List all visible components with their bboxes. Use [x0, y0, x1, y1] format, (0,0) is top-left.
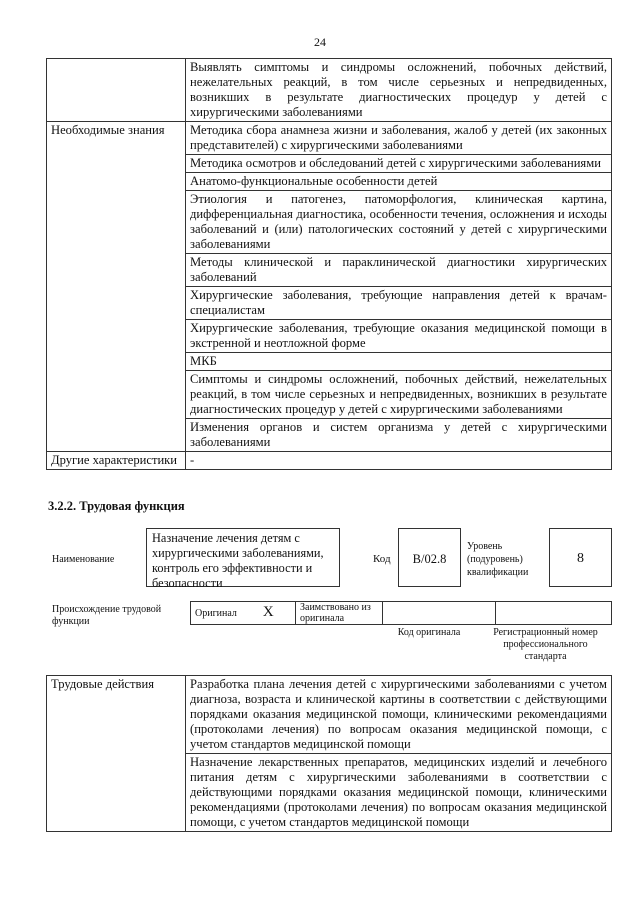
table-cell: Этиология и патогенез, патоморфология, клиническая картина, дифференциальная диагностика, особенности течения, осложнения и исходы заболеваний и (или) патологических состояний у детей с хирургическими заболеваниями — [186, 191, 612, 254]
table-row — [47, 452, 612, 470]
row-label-necessary-knowledge: Необходимые знания — [47, 122, 186, 452]
row-label-other-characteristics: Другие характеристики — [47, 452, 186, 470]
level-box: 8 — [549, 528, 612, 587]
table-cell: Методы клинической и параклинической диагностики хирургических заболеваний — [186, 254, 612, 287]
function-name-box: Назначение лечения детям с хирургическими заболеваниями, контроль его эффективности и безопасности — [146, 528, 340, 587]
section-heading: 3.2.2. Трудовая функция — [48, 499, 185, 513]
origin-table — [190, 601, 612, 625]
page-number: 24 — [314, 35, 326, 49]
origin-label: Происхождение трудовой функции — [52, 604, 162, 627]
labor-actions-label: Трудовые действия — [47, 676, 186, 832]
requirements-table — [46, 58, 612, 470]
table-cell: Методика сбора анамнеза жизни и заболевания, жалоб у детей (их законных представителей) с хирургическими заболеваниями — [186, 122, 612, 155]
table-cell: МКБ — [186, 353, 612, 371]
table-cell: Методика осмотров и обследований детей с хирургическими заболеваниями — [186, 155, 612, 173]
table-cell: Выявлять симптомы и синдромы осложнений, побочных действий, нежелательных реакций, в том числе серьезных и непредвиденных, возникших в результате диагностических процедур у детей с хирургическими заболеваниями — [186, 59, 612, 122]
table-row — [191, 602, 612, 625]
original-label: Оригинал — [195, 608, 237, 619]
code-label: Код — [373, 553, 391, 565]
code-original-cell — [383, 602, 496, 625]
table-row — [47, 122, 612, 155]
table-cell: Назначение лекарственных препаратов, медицинских изделий и лечебного питания детям с хирургическими заболеваниями в соответствии с действующими порядками оказания медицинской помощи, клиническими рекомендациями (протоколами лечения) по вопросам оказания медицинской помощи, с учетом стандартов медицинской помощи — [186, 754, 612, 832]
code-box: B/02.8 — [398, 528, 461, 587]
row-label — [47, 59, 186, 122]
table-cell: Симптомы и синдромы осложнений, побочных действий, нежелательных реакций, в том числе серьезных и непредвиденных, возникших в результате диагностических процедур у детей с хирургическими заболеваниями — [186, 371, 612, 419]
table-cell: Хирургические заболевания, требующие оказания медицинской помощи в экстренной и неотложной форме — [186, 320, 612, 353]
table-cell: - — [186, 452, 612, 470]
reg-number-caption: Регистрационный номер профессионального стандарта — [493, 627, 598, 662]
reg-number-cell — [496, 602, 612, 625]
table-cell: Анатомо-функциональные особенности детей — [186, 173, 612, 191]
table-cell: Хирургические заболевания, требующие направления детей к врачам-специалистам — [186, 287, 612, 320]
original-mark: X — [262, 604, 274, 620]
borrowed-label: Заимствовано из оригинала — [296, 602, 383, 625]
table-row — [47, 676, 612, 754]
labor-actions-table — [46, 675, 612, 832]
table-cell: Разработка плана лечения детей с хирургическими заболеваниями с учетом диагноза, возраста и клинической картины в соответствии с действующими порядками оказания медицинской помощи, клиническими рекомендациями (протоколами лечения) по вопросам оказания медицинской помощи, с учетом стандартов медицинской помощи — [186, 676, 612, 754]
table-cell: Изменения органов и систем организма у детей с хирургическими заболеваниями — [186, 419, 612, 452]
name-label: Наименование — [52, 554, 115, 565]
level-label: Уровень (подуровень) квалификации — [467, 541, 529, 578]
code-original-caption: Код оригинала — [397, 627, 461, 638]
table-row — [47, 59, 612, 122]
original-cell — [191, 602, 296, 625]
